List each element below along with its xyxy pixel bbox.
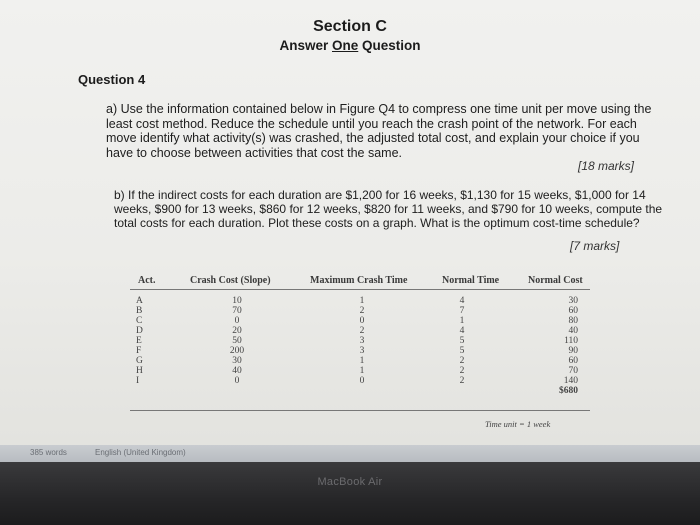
cell-normal-time: 7 [459, 306, 465, 316]
instruction-suffix: Question [358, 38, 421, 53]
cell-normal-time: 4 [459, 326, 465, 336]
cell-max-crash: 2 [359, 326, 365, 336]
instruction-emphasis: One [332, 38, 359, 53]
cell-normal-cost: 70 [568, 366, 578, 376]
cell-max-crash: 2 [359, 306, 365, 316]
figure-q4-table [130, 265, 600, 435]
cell-crash-cost: 200 [229, 346, 245, 356]
part-a-marks: [18 marks] [578, 159, 635, 173]
time-unit-note: Time unit = 1 week [485, 419, 551, 429]
cell-act: B [136, 306, 143, 316]
word-count[interactable]: 385 words [30, 448, 67, 457]
cell-max-crash: 1 [359, 366, 365, 376]
footer-rule [130, 410, 590, 411]
status-bar [0, 445, 700, 462]
column-crash-cost [222, 296, 252, 386]
header-act: Act. [138, 275, 156, 286]
laptop-bezel [0, 462, 700, 525]
cell-act: C [136, 316, 143, 326]
cell-normal-cost: 110 [564, 336, 578, 346]
cell-normal-cost: 140 [563, 376, 578, 386]
cell-normal-cost: 90 [568, 346, 578, 356]
cell-act: E [136, 336, 142, 346]
cell-act: G [136, 356, 143, 366]
cell-normal-cost: 60 [568, 306, 578, 316]
cell-max-crash: 1 [359, 296, 365, 306]
section-title: Section C [313, 18, 387, 35]
cell-max-crash: 3 [359, 346, 365, 356]
cell-max-crash: 0 [359, 376, 365, 386]
language-indicator[interactable]: English (United Kingdom) [95, 448, 186, 457]
column-act [136, 296, 156, 386]
part-a-text: a) Use the information contained below in Figure Q4 to compress one time unit per move using the least cost method. Reduce the schedule until you reach the crash point of the network. For each move identify what activity(s) was crashed, the adjusted total cost, and explain your choice if you have to choose between activities that cost the same. [106, 102, 652, 160]
cell-act: I [136, 376, 140, 386]
cell-crash-cost: 50 [232, 336, 242, 346]
cell-normal-time: 2 [459, 366, 465, 376]
part-b-marks: [7 marks] [570, 239, 620, 253]
cell-normal-cost: 80 [568, 316, 578, 326]
cell-normal-time: 2 [459, 376, 465, 386]
header-rule [130, 289, 590, 290]
part-b-text: b) If the indirect costs for each duration are $1,200 for 16 weeks, $1,130 for 15 weeks, $1,000 for 14 weeks, $900 for 13 weeks, $860 for 12 weeks, $820 for 11 weeks, and $790 for 10 weeks, compute the total costs for each duration. Plot these costs on a graph. What is the optimum cost-time schedule? [114, 188, 663, 230]
header-normal-time: Normal Time [442, 275, 500, 286]
cell-max-crash: 1 [359, 356, 365, 366]
header-normal-cost: Normal Cost [528, 275, 583, 286]
cell-crash-cost: 20 [232, 326, 242, 336]
cell-normal-time: 1 [459, 316, 465, 326]
cell-crash-cost: 10 [232, 296, 242, 306]
total-normal-cost: $680 [559, 386, 578, 396]
brand-label: MacBook Air [317, 476, 383, 488]
instruction-heading [0, 38, 700, 53]
cell-act: F [136, 346, 142, 356]
cell-max-crash: 0 [359, 316, 365, 326]
cell-crash-cost: 30 [232, 356, 242, 366]
instruction-prefix: Answer [279, 38, 332, 53]
cell-crash-cost: 0 [234, 316, 240, 326]
cell-act: D [136, 326, 143, 336]
cell-normal-cost: 40 [568, 326, 578, 336]
cell-normal-time: 5 [459, 346, 465, 356]
header-max-crash: Maximum Crash Time [310, 275, 408, 286]
column-normal-time [450, 296, 474, 386]
cell-normal-time: 2 [459, 356, 465, 366]
cell-normal-cost: 30 [568, 296, 578, 306]
cell-crash-cost: 40 [232, 366, 242, 376]
cell-normal-time: 4 [459, 296, 465, 306]
cell-normal-time: 5 [459, 336, 465, 346]
cell-crash-cost: 70 [232, 306, 242, 316]
cell-normal-cost: 60 [568, 356, 578, 366]
question-label: Question 4 [78, 72, 146, 87]
cell-act: H [136, 366, 143, 376]
header-crash-cost: Crash Cost (Slope) [190, 275, 271, 286]
column-normal-cost [544, 296, 578, 396]
cell-max-crash: 3 [359, 336, 365, 346]
cell-crash-cost: 0 [234, 376, 240, 386]
column-max-crash [350, 296, 374, 386]
cell-act: A [136, 296, 143, 306]
